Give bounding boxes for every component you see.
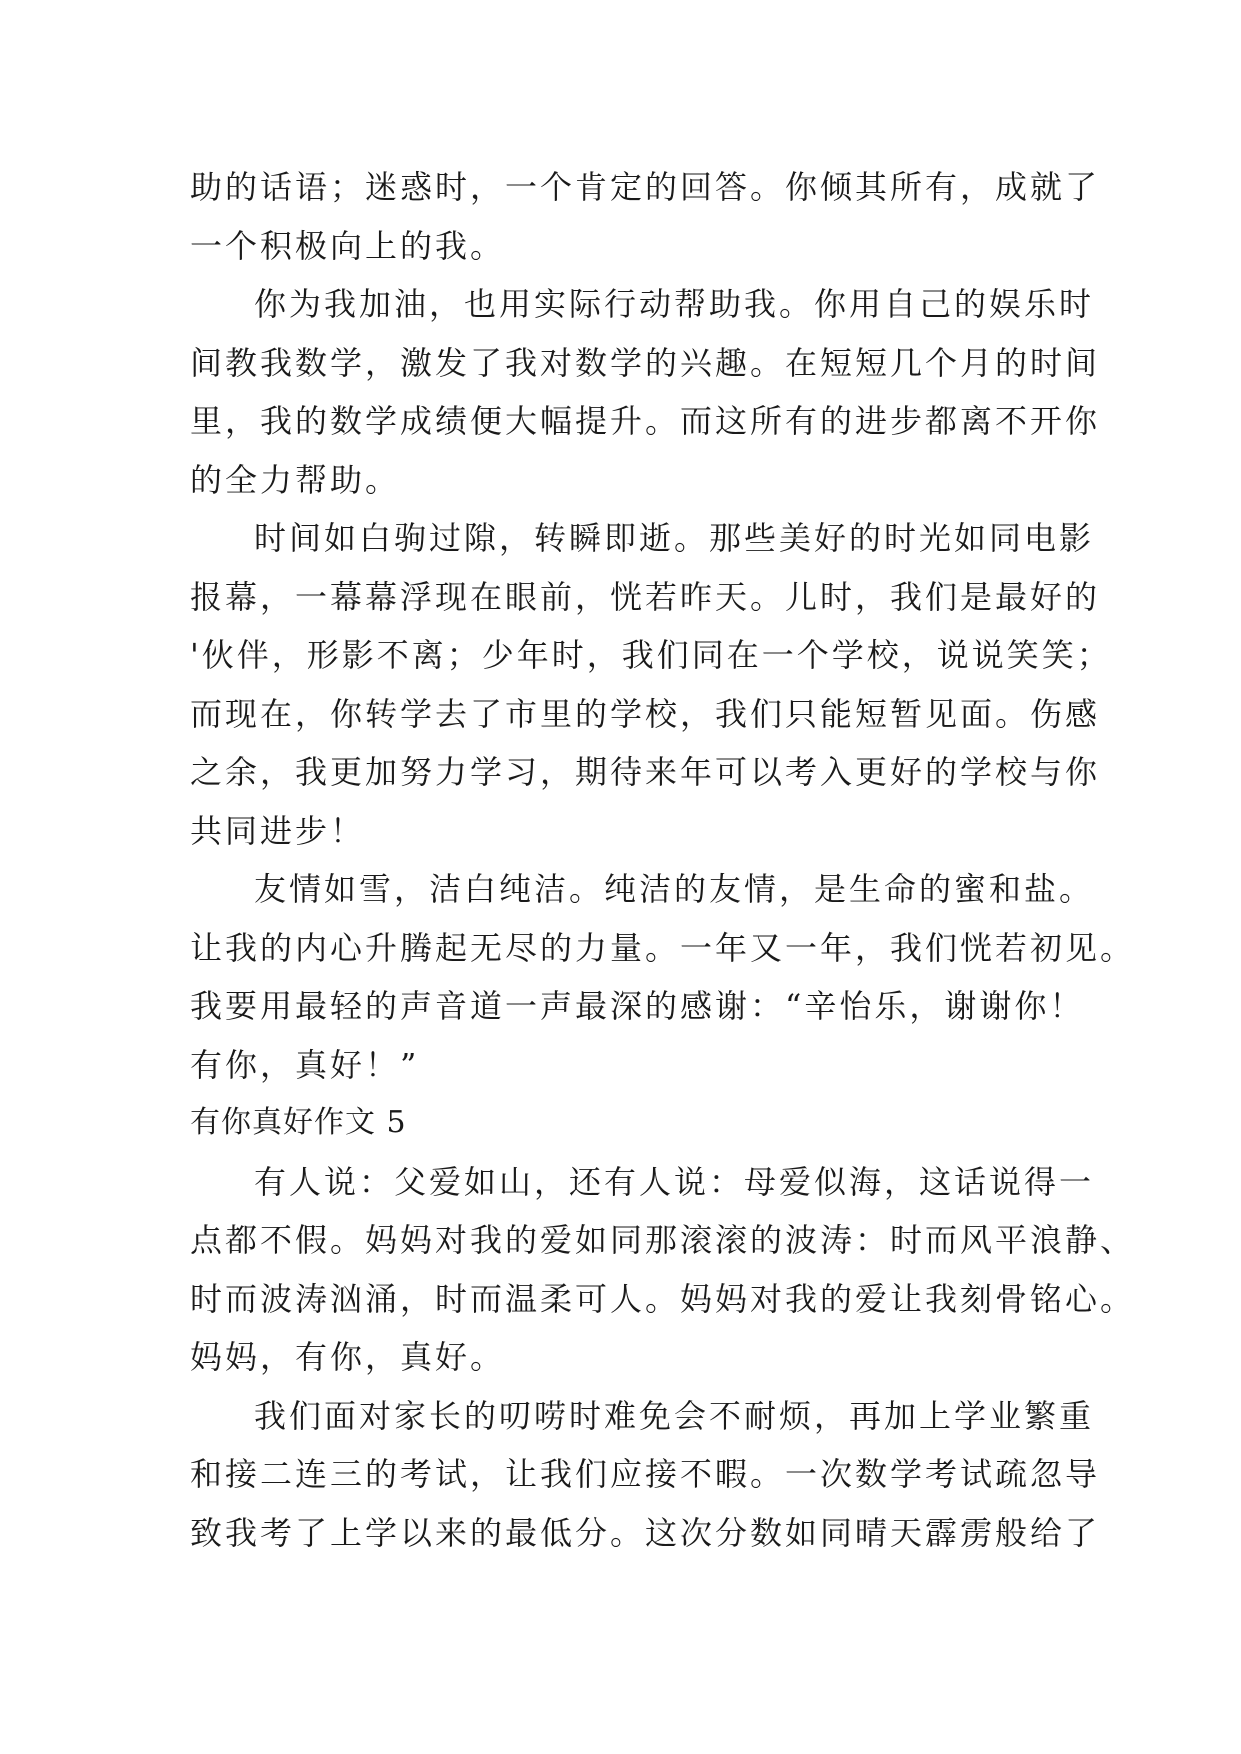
text-line: 妈妈，有你，真好。 [190,1338,506,1376]
section-heading: 有你真好作文 5 [190,1105,407,1140]
text-line: 报幕，一幕幕浮现在眼前，恍若昨天。儿时，我们是最好的 [190,577,1101,616]
text-line: 点都不假。妈妈对我的爱如同那滚滚的波涛：时而风平浪静、 [190,1221,1136,1259]
paragraph-start-line: 你为我加油，也用实际行动帮助我。你用自己的娱乐时 [254,285,1095,323]
text-line: 致我考了上学以来的最低分。这次分数如同晴天霹雳般给了 [190,1513,1101,1552]
text-line: 共同进步！ [190,811,366,850]
text-line: '伙伴，形影不离；少年时，我们同在一个学校，说说笑笑； [190,636,1112,674]
text-line: 之余，我更加努力学习，期待来年可以考入更好的学校与你 [190,753,1101,791]
text-line: 有你，真好！” [190,1045,420,1084]
text-line: 和接二连三的考试，让我们应接不暇。一次数学考试疏忽导 [190,1455,1101,1493]
text-line: 我要用最轻的声音道一声最深的感谢：“辛怡乐，谢谢你！ [190,987,1085,1025]
document-page [190,158,1136,1562]
text-line: 时而波涛汹涌，时而温柔可人。妈妈对我的爱让我刻骨铭心。 [190,1279,1136,1318]
text-line: 一个积极向上的我。 [190,226,506,265]
paragraph-start-line: 我们面对家长的叨唠时难免会不耐烦，再加上学业繁重 [254,1396,1095,1435]
text-line: 的全力帮助。 [190,460,401,499]
paragraph-start-line: 友情如雪，洁白纯洁。纯洁的友情，是生命的蜜和盐。 [254,870,1095,908]
text-line: 让我的内心升腾起无尽的力量。一年又一年，我们恍若初见。 [190,928,1136,967]
text-line: 里，我的数学成绩便大幅提升。而这所有的进步都离不开你 [190,402,1101,440]
text-line: 间教我数学，激发了我对数学的兴趣。在短短几个月的时间 [190,343,1101,382]
paragraph-start-line: 有人说：父爱如山，还有人说：母爱似海，这话说得一 [254,1162,1095,1201]
text-line: 而现在，你转学去了市里的学校，我们只能短暂见面。伤感 [190,694,1101,733]
paragraph-start-line: 时间如白驹过隙，转瞬即逝。那些美好的时光如同电影 [254,519,1095,557]
text-line: 助的话语；迷惑时，一个肯定的回答。你倾其所有，成就了 [190,168,1101,206]
